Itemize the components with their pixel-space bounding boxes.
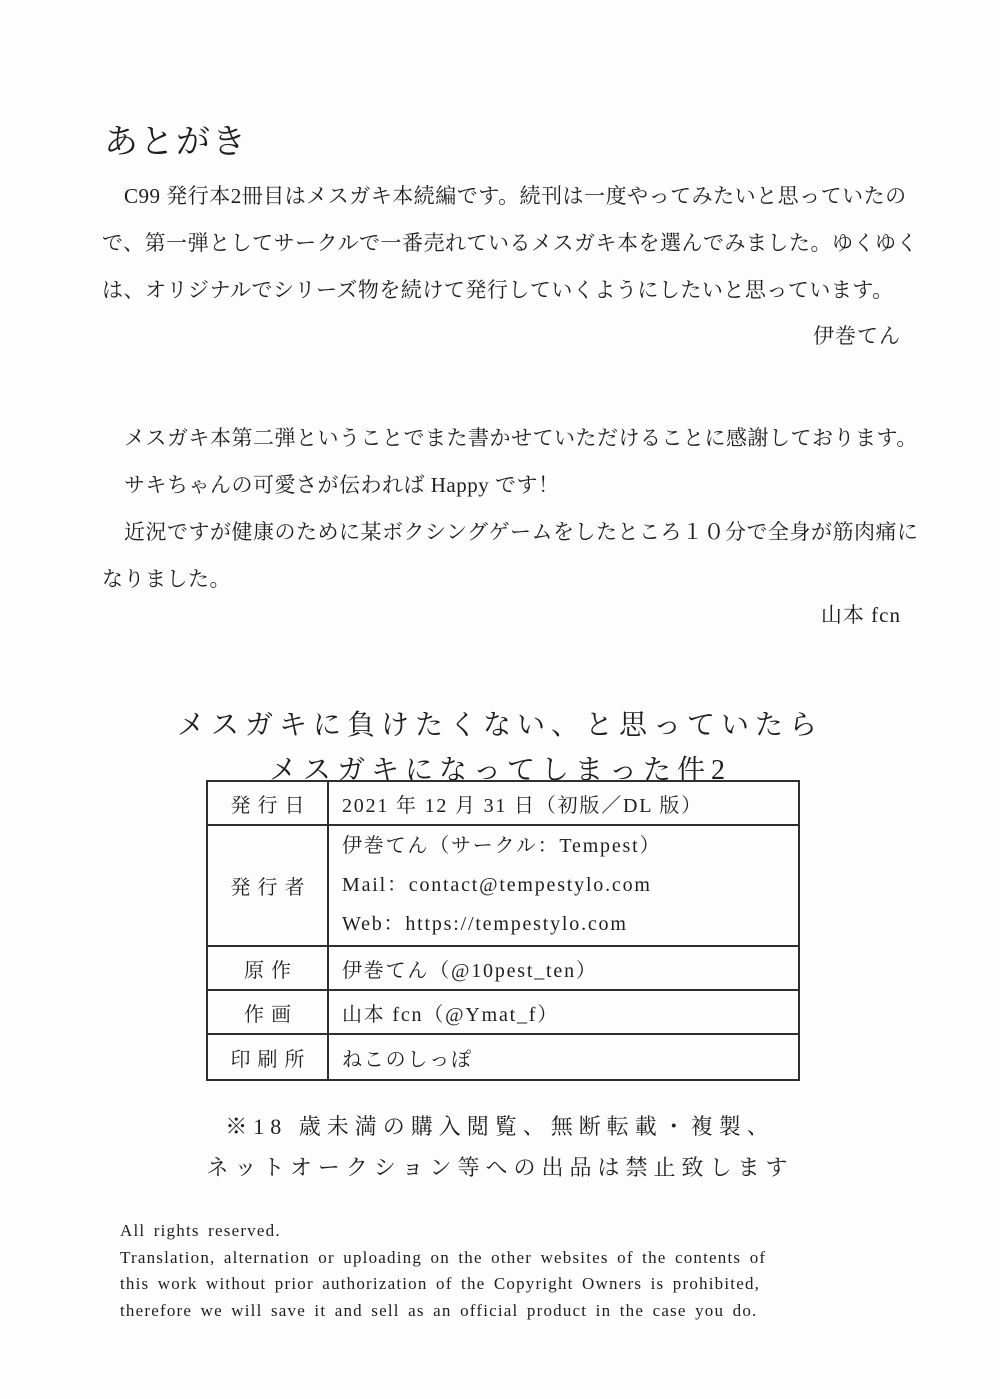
afterword-paragraph-1 [102, 173, 920, 314]
colophon-label: 原作 [207, 946, 328, 990]
colophon-label: 発行者 [207, 825, 328, 946]
page-title: あとがき [104, 124, 248, 161]
book-title-line-1: メスガキに負けたくない、と思っていたら [176, 710, 823, 741]
paragraph-line: C99 発行本2冊目はメスガキ本続編です。続刊は一度やってみたいと思っていたの [124, 184, 907, 208]
colophon-value: ねこのしっぽ [328, 1034, 799, 1080]
paragraph-line: なりました。 [102, 567, 231, 591]
copyright-line: therefore we will save it and sell as an official product in the case you do. [120, 1300, 758, 1320]
copyright-line: All rights reserved. [120, 1221, 281, 1240]
colophon-value: 2021 年 12 月 31 日（初版／DL 版） [328, 781, 799, 825]
colophon-label: 印刷所 [207, 1034, 328, 1080]
paragraph-line: メスガキ本第二弾ということでまた書かせていただけることに感謝しております。 [124, 426, 918, 450]
colophon-label: 作画 [207, 990, 328, 1034]
copyright-notice [120, 1218, 766, 1324]
colophon-row-printer [207, 1034, 799, 1080]
notice-line: ※18 歳未満の購入閲覧、無断転載・複製、 [225, 1114, 775, 1139]
age-restriction-notice [0, 1106, 1000, 1188]
colophon-value: 伊巻てん（@10pest_ten） [328, 946, 799, 990]
paragraph-line: は、オリジナルでシリーズ物を続けて発行していくようにしたいと思っています。 [102, 278, 894, 302]
book-title-line-2: メスガキになってしまった件2 [268, 755, 731, 786]
colophon-label: 発行日 [207, 781, 328, 825]
publisher-mail: Mail：contact@tempestylo.com [342, 874, 652, 896]
colophon-row-publisher [207, 825, 799, 946]
colophon-value: 山本 fcn（@Ymat_f） [328, 990, 799, 1034]
copyright-line: Translation, alternation or uploading on the other websites of the contents of [120, 1247, 767, 1267]
publisher-web: Web：https://tempestylo.com [342, 913, 628, 935]
author-signature-writer: 伊巻てん [813, 324, 901, 348]
paragraph-line: 近況ですが健康のために某ボクシングゲームをしたところ１０分で全身が筋肉痛に [124, 520, 919, 544]
colophon-table [206, 780, 800, 1081]
colophon-row-publish-date [207, 781, 799, 825]
notice-line: ネットオークション等への出品は禁止致します [206, 1155, 794, 1180]
afterword-paragraph-2 [102, 415, 920, 603]
publisher-circle: 伊巻てん（サークル：Tempest） [342, 835, 662, 857]
paragraph-line: で、第一弾としてサークルで一番売れているメスガキ本を選んでみました。ゆくゆく [102, 231, 918, 255]
paragraph-line: サキちゃんの可愛さが伝われば Happy です！ [124, 473, 560, 497]
copyright-line: this work without prior authorization of the Copyright Owners is prohibited, [120, 1274, 761, 1293]
author-signature-artist: 山本 fcn [820, 603, 901, 627]
colophon-row-illustrator [207, 990, 799, 1034]
colophon-value [328, 825, 799, 946]
colophon-row-original-author [207, 946, 799, 990]
